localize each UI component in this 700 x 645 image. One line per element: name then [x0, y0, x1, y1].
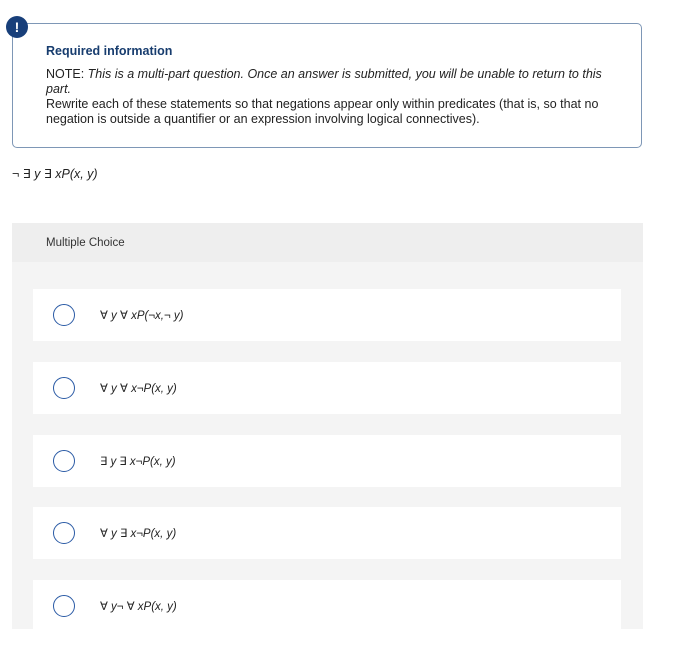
- note-text: This is a multi-part question. Once an answer is submitted, you will be unable to return to this part.: [46, 67, 602, 96]
- note-prefix: NOTE:: [46, 67, 88, 81]
- info-body: [46, 67, 621, 127]
- choice-text: ∃ y ∃ x¬P(x, y): [100, 456, 176, 468]
- choice-text: ∀ y ∀ xP(¬x,¬ y): [100, 310, 184, 322]
- choice-option-4[interactable]: [33, 507, 621, 559]
- question-text: ¬ ∃ y ∃ xP(x, y): [12, 167, 98, 181]
- radio-button[interactable]: [53, 522, 75, 544]
- choice-text: ∀ y ∃ x¬P(x, y): [100, 528, 177, 540]
- multiple-choice-label: Multiple Choice: [46, 237, 125, 249]
- choice-option-1[interactable]: [33, 289, 621, 341]
- choice-option-2[interactable]: [33, 362, 621, 414]
- choice-option-5[interactable]: [33, 580, 621, 632]
- choice-option-3[interactable]: [33, 435, 621, 487]
- radio-button[interactable]: [53, 377, 75, 399]
- radio-button[interactable]: [53, 304, 75, 326]
- question-statement: [12, 166, 98, 181]
- choice-text: ∀ y¬ ∀ xP(x, y): [100, 601, 177, 613]
- instruction-text: Rewrite each of these statements so that negations appear only within predicates (that is, so that no negation is outside a quantifier or an expression involving logical connectives).: [46, 97, 599, 126]
- radio-button[interactable]: [53, 595, 75, 617]
- info-title: Required information: [46, 44, 173, 58]
- radio-button[interactable]: [53, 450, 75, 472]
- multiple-choice-panel: [12, 223, 643, 629]
- alert-icon: !: [6, 16, 28, 38]
- choice-text: ∀ y ∀ x¬P(x, y): [100, 383, 177, 395]
